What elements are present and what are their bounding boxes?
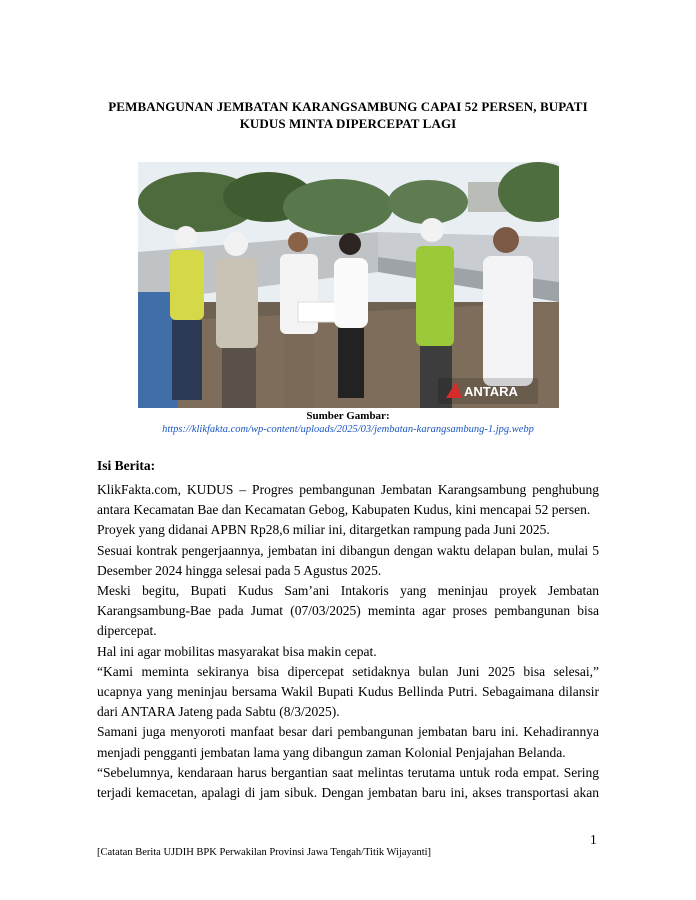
paragraph-line: “Kami meminta sekiranya bisa dipercepat setidaknya bulan Juni 2025 bisa selesai,” [97,663,599,679]
paragraph [97,763,599,803]
article-title [96,98,600,132]
paragraph-line: antara Kecamatan Bae dan Kecamatan Gebog, Kabupaten Kudus, kini mencapai 52 persen. [97,502,591,518]
page-footer: [Catatan Berita UJDIH BPK Perwakilan Provinsi Jawa Tengah/Titik Wijayanti] [97,847,432,858]
article-body [97,480,599,803]
paragraph-line: KlikFakta.com, KUDUS – Progres pembangunan Jembatan Karangsambung penghubung [97,482,599,497]
paragraph-line: Sesuai kontrak pengerjaannya, jembatan ini dibangun dengan waktu delapan bulan, mulai 5 [97,542,599,558]
section-heading: Isi Berita: [97,458,156,473]
image-source-url[interactable]: https://klikfakta.com/wp-content/uploads/2025/03/jembatan-karangsambung-1.jpg.webp [162,424,534,435]
paragraph [97,480,599,520]
article-title-line-1: PEMBANGUNAN JEMBATAN KARANGSAMBUNG CAPAI 52 PERSEN, BUPATI [108,99,588,114]
image-source-label: Sumber Gambar: [306,410,390,422]
paragraph-line: Proyek yang didanai APBN Rp28,6 miliar ini, ditargetkan rampung pada Juni 2025. [97,522,550,538]
paragraph-line: Karangsambung-Bae pada Jumat (07/03/2025) meminta agar proses pembangunan bisa [97,603,599,619]
paragraph-line: Desember 2024 hingga selesai pada 5 Agustus 2025. [97,562,382,578]
paragraph-line: Meski begitu, Bupati Kudus Sam’ani Intakoris yang meninjau proyek Jembatan [97,583,599,599]
article-title-line-2: KUDUS MINTA DIPERCEPAT LAGI [239,116,457,131]
paragraph-line: dipercepat. [97,623,157,639]
antara-watermark: ANTARA [464,384,518,399]
paragraph [97,581,599,642]
paragraph [97,520,599,540]
page-number: 1 [590,832,597,847]
paragraph-line: terjadi kemacetan, apalagi di jam sibuk. Dengan jembatan baru ini, akses transportasi akan [97,785,599,801]
paragraph [97,662,599,723]
paragraph [97,541,599,581]
paragraph-line: ucapnya yang meninjau bersama Wakil Bupati Kudus Bellinda Putri. Sebagaimana dilansir [97,684,599,700]
news-photo [138,162,559,408]
paragraph-line: Samani juga menyoroti manfaat besar dari pembangunan jembatan baru ini. Kehadirannya [97,724,599,740]
paragraph-line: “Sebelumnya, kendaraan harus bergantian saat melintas terutama untuk roda empat. Sering [97,764,599,780]
paragraph [97,642,599,662]
paragraph-line: Hal ini agar mobilitas masyarakat bisa makin cepat. [97,643,377,659]
paragraph [97,722,599,762]
paragraph-line: dari ANTARA Jateng pada Sabtu (8/3/2025). [97,704,340,720]
paragraph-line: menjadi pengganti jembatan lama yang dibangun zaman Kolonial Penjajahan Belanda. [97,744,566,760]
